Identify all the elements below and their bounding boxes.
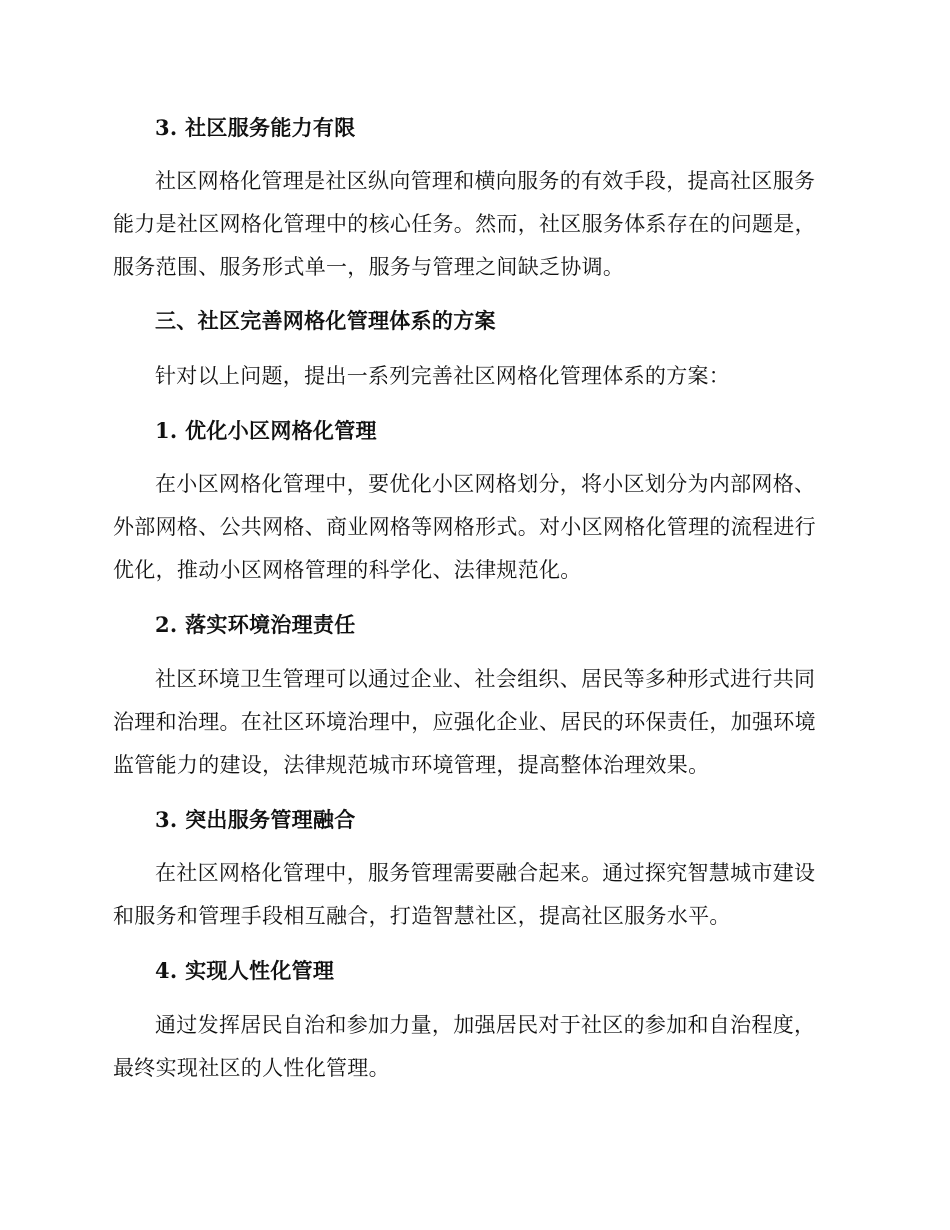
item2-para-line-2: 治理和治理。在社区环境治理中，应强化企业、居民的环保责任，加强环境 [113,710,816,734]
item3-para-line-2: 和服务和管理手段相互融合，打造智慧社区，提高社区服务水平。 [113,904,731,928]
section3-para-line-1: 社区网格化管理是社区纵向管理和横向服务的有效手段，提高社区服务 [155,169,816,193]
section3-para-line-2: 能力是社区网格化管理中的核心任务。然而，社区服务体系存在的问题是， [113,212,816,236]
part3-heading: 三、社区完善网格化管理体系的方案 [155,308,496,333]
item2-heading: 2. 落实环境治理责任 [155,612,356,637]
item4-heading: 4. 实现人性化管理 [155,958,335,983]
item4-para-line-2: 最终实现社区的人性化管理。 [113,1056,390,1080]
item1-para-line-3: 优化，推动小区网格管理的科学化、法律规范化。 [113,558,582,582]
section3-heading: 3. 社区服务能力有限 [155,115,356,140]
item4-para-line-1: 通过发挥居民自治和参加力量，加强居民对于社区的参加和自治程度， [155,1013,816,1037]
item3-para-line-1: 在社区网格化管理中，服务管理需要融合起来。通过探究智慧城市建设 [155,861,816,885]
item1-heading: 1. 优化小区网格化管理 [155,418,377,443]
item2-para-line-3: 监管能力的建设，法律规范城市环境管理，提高整体治理效果。 [113,753,710,777]
item2-para-line-1: 社区环境卫生管理可以通过企业、社会组织、居民等多种形式进行共同 [155,667,816,691]
item1-para-line-1: 在小区网格化管理中，要优化小区网格划分，将小区划分为内部网格、 [155,472,816,496]
section3-para-line-3: 服务范围、服务形式单一，服务与管理之间缺乏协调。 [113,255,625,279]
item3-heading: 3. 突出服务管理融合 [155,807,356,832]
item1-para-line-2: 外部网格、公共网格、商业网格等网格形式。对小区网格化管理的流程进行 [113,515,816,539]
intro-paragraph: 针对以上问题，提出一系列完善社区网格化管理体系的方案： [155,364,731,388]
